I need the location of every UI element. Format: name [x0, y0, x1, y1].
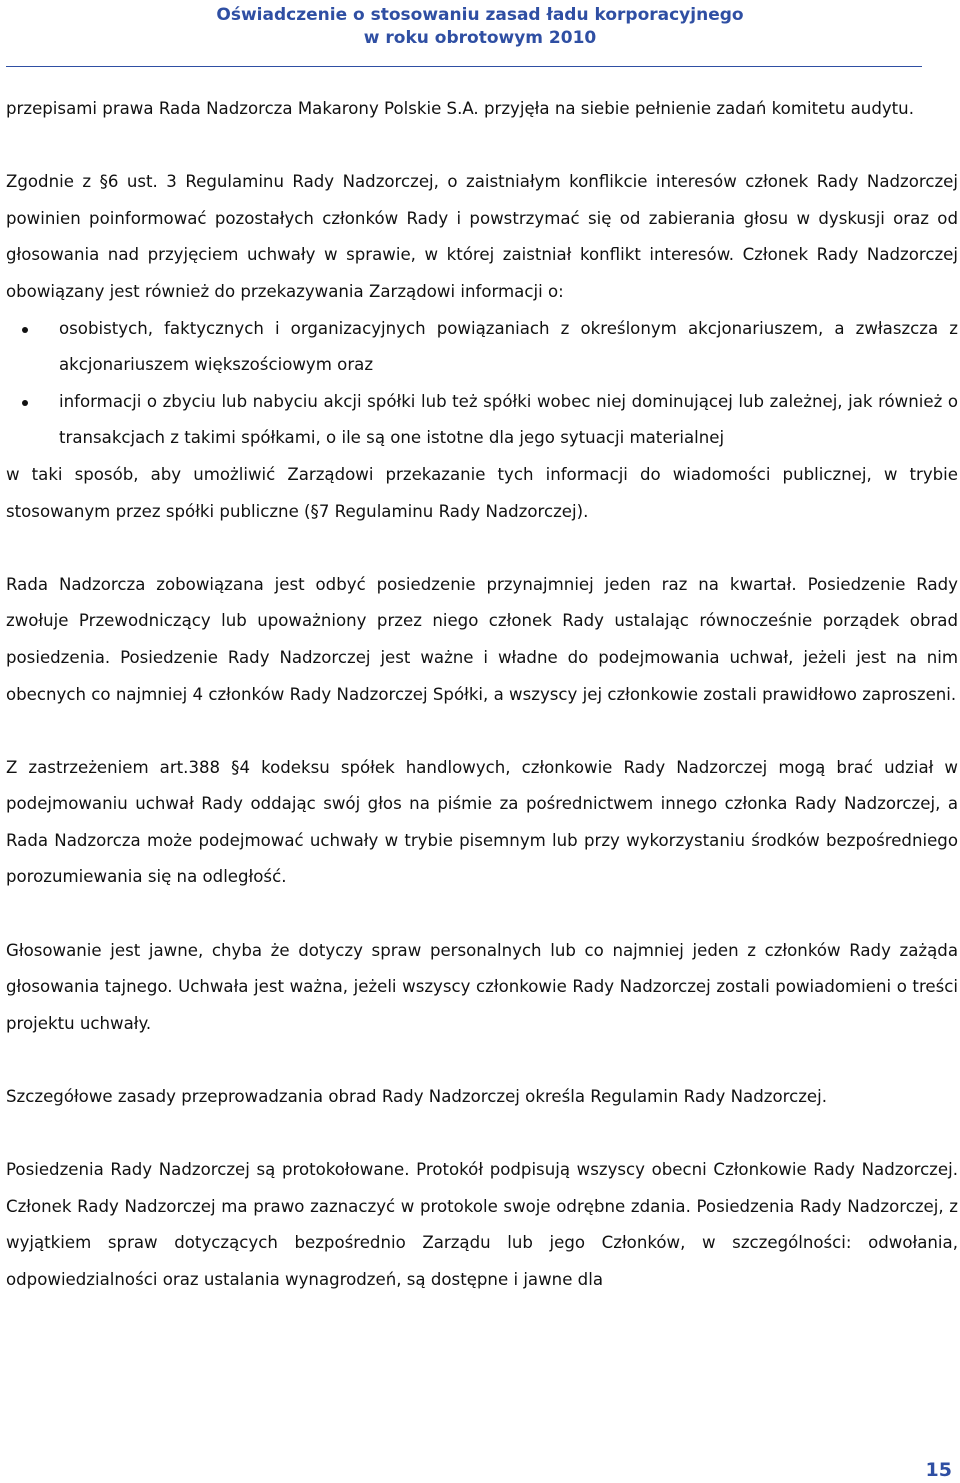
document-body: [6, 91, 958, 1299]
list-item: [6, 384, 958, 457]
header-title: Oświadczenie o stosowaniu zasad ładu korporacyjnego: [216, 5, 744, 25]
header-subtitle: w roku obrotowym 2010: [363, 28, 597, 48]
list-item-text: osobistych, faktycznych i organizacyjnych powiązaniach z określonym akcjonariuszem, a zwłaszcza z akcjonariuszem większościowym oraz: [59, 318, 958, 375]
bullet-icon: [22, 327, 28, 333]
paragraph-rules: Szczegółowe zasady przeprowadzania obrad Rady Nadzorczej określa Regulamin Rady Nadzorczej.: [6, 1087, 828, 1107]
bullet-icon: [22, 400, 28, 406]
paragraph-gap: [6, 1116, 958, 1153]
paragraph-gap: [6, 530, 958, 567]
information-list: [6, 311, 958, 457]
list-item-text: informacji o zbyciu lub nabyciu akcji spółki lub też spółki wobec niej dominującej lub zależnej, jak również o transakcjach z takimi spółkami, o ile są one istotne dla jego sytuacji materialnej: [59, 391, 958, 448]
paragraph-audit-committee: przepisami prawa Rada Nadzorcza Makarony Polskie S.A. przyjęła na siebie pełnienie zadań komitetu audytu.: [6, 99, 914, 118]
paragraph-minutes: Posiedzenia Rady Nadzorczej są protokołowane. Protokół podpisują wszyscy obecni Członkowie Rady Nadzorczej. Członek Rady Nadzorczej ma prawo zaznaczyć w protokole swoje odrębne zdania. Posiedzenia Rady Nadzorczej, z wyjątkiem spraw dotyczących bezpośrednio Zarządu lub jego Członków, w szczególności: odwołania, odpowiedzialności oraz ustalania wynagrodzeń, są dostępne i jawne dla: [6, 1160, 958, 1289]
paragraph-voting: Głosowanie jest jawne, chyba że dotyczy spraw personalnych lub co najmniej jeden z członków Rady zażąda głosowania tajnego. Uchwała jest ważna, jeżeli wszyscy członkowie Rady Nadzorczej zostali powiadomieni o treści projektu uchwały.: [6, 940, 958, 1033]
paragraph-gap: [6, 128, 958, 165]
paragraph-meetings: Rada Nadzorcza zobowiązana jest odbyć posiedzenie przynajmniej jeden raz na kwartał. Posiedzenie Rady zwołuje Przewodniczący lub upoważniony przez niego członek Rady ustalając równocześnie porządek obrad posiedzenia. Posiedzenie Rady Nadzorczej jest ważne i władne do podejmowania uchwał, jeżeli jest na nim obecnych co najmniej 4 członków Rady Nadzorczej Spółki, a wszyscy jej członkowie zostali prawidłowo zaproszeni.: [6, 574, 958, 704]
paragraph-disclosure: w taki sposób, aby umożliwić Zarządowi przekazanie tych informacji do wiadomości publicznej, w trybie stosowanym przez spółki publiczne (§7 Regulaminu Rady Nadzorczej).: [6, 464, 958, 521]
paragraph-gap: [6, 713, 958, 750]
list-item: [6, 311, 958, 384]
paragraph-gap: [6, 1042, 958, 1079]
page-number: 15: [925, 1459, 952, 1481]
header-divider: [6, 66, 922, 67]
document-header: [0, 4, 960, 50]
paragraph-gap: [6, 896, 958, 933]
paragraph-conflict-of-interest: Zgodnie z §6 ust. 3 Regulaminu Rady Nadzorczej, o zaistniałym konflikcie interesów członek Rady Nadzorczej powinien poinformować pozostałych członków Rady i powstrzymać się od zabierania głosu w dyskusji oraz od głosowania nad przyjęciem uchwały w sprawie, w której zaistniał konflikt interesów. Członek Rady Nadzorczej obowiązany jest również do przekazywania Zarządowi informacji o:: [6, 172, 958, 301]
paragraph-written-vote: Z zastrzeżeniem art.388 §4 kodeksu spółek handlowych, członkowie Rady Nadzorczej mogą brać udział w podejmowaniu uchwał Rady oddając swój głos na piśmie za pośrednictwem innego członka Rady Nadzorczej, a Rada Nadzorcza może podejmować uchwały w trybie pisemnym lub przy wykorzystaniu środków bezpośredniego porozumiewania się na odległość.: [6, 757, 958, 887]
